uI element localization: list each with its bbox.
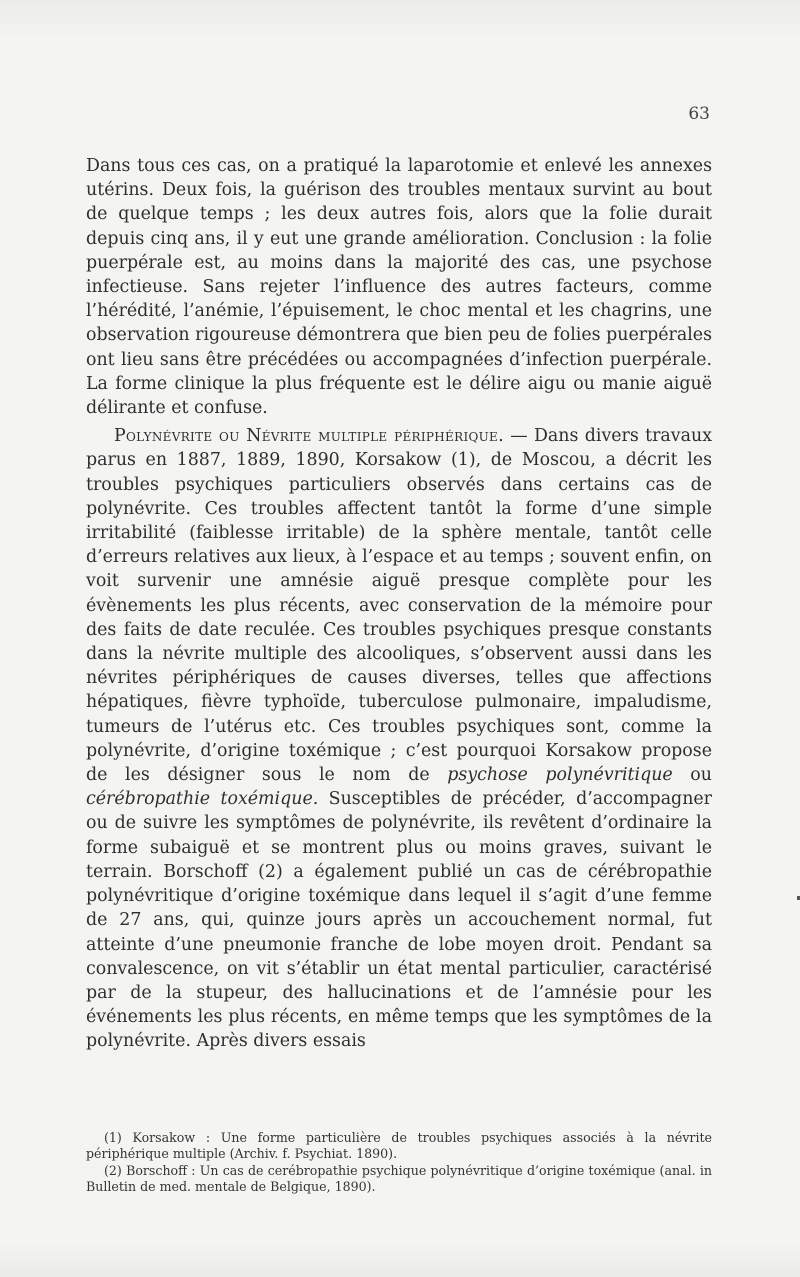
paragraph-2-text-c: Susceptibles de précéder, d’accompagner ou de suivre les symptômes de polynévrite, ils revêtent d’ordinaire la forme subaiguë et se montrent plus ou moins graves, suivant le terrain. Borschoff (2) a également publié un cas de cérébropathie polynévritique d’origine toxémique dans lequel il s’agit d’une femme de 27 ans, qui, quinze jours après un accouchement normal, fut atteinte d’une pneumonie franche de lobe moyen droit. Pendant sa convalescence, on vit s’établir un état mental particulier, caractérisé par de la stupeur, des hallucinations et de l’amnésie pour les événements les plus récents, en même temps que les symptômes de la polynévrite. Après divers essais — [86, 789, 712, 1052]
italic-term-cerebropathie: cérébropathie toxémique. — [86, 789, 319, 810]
paragraph-2-text-b: ou — [672, 765, 712, 786]
footnote-1: (1) Korsakow : Une forme particulière de troubles psychiques associés à la névrite périphérique multiple (Archiv. f. Psychiat. 1890). — [86, 1130, 712, 1162]
paragraph-2-text-a: — Dans divers travaux parus en 1887, 1889, 1890, Korsakow (1), de Moscou, a décrit les troubles psychiques particuliers observés dans certains cas de polynévrite. Ces troubles affectent tantôt la forme d’une simple irritabilité (faiblesse irritable) de la sphère mentale, tantôt celle d’erreurs relatives aux lieux, à l’espace et au temps ; souvent enfin, on voit survenir une amnésie aiguë presque complète pour les évènements les plus récents, avec conservation de la mémoire pour des faits de date reculée. Ces troubles psychiques presque constants dans la névrite multiple des alcooliques, s’observent aussi dans les névrites périphériques de causes diverses, telles que affections hépatiques, fièvre typhoïde, tuberculose pulmonaire, impaludisme, tumeurs de l’utérus etc. Ces troubles psychiques sont, comme la polynévrite, d’origine toxémique ; c’est pourquoi Korsakow propose de les désigner sous le nom de — [86, 426, 712, 786]
footnotes — [86, 1130, 712, 1196]
paragraph-1: Dans tous ces cas, on a pratiqué la laparotomie et enlevé les annexes utérins. Deux fois, la guérison des troubles mentaux survint au bout de quelque temps ; les deux autres fois, alors que la folie durait depuis cinq ans, il y eut une grande amélioration. Conclusion : la folie puerpérale est, au moins dans la majorité des cas, une psychose infectieuse. Sans rejeter l’influence des autres facteurs, comme l’hérédité, l’anémie, l’épuisement, le choc mental et les chagrins, une observation rigoureuse démontrera que bien peu de folies puerpérales ont lieu sans être précédées ou accompagnées d’infection puerpérale. La forme clinique la plus fréquente est le délire aigu ou manie aiguë délirante et confuse. — [86, 156, 712, 419]
main-text — [86, 154, 712, 1054]
italic-term-psychose: psychose polynévritique — [447, 765, 673, 786]
footnote-2: (2) Borschoff : Un cas de cerébropathie psychique polynévritique d’origine toxémique (anal. in Bulletin de med. mentale de Belgique, 1890). — [86, 1162, 712, 1195]
section-heading: Polynévrite ou Névrite multiple périphérique. — [114, 426, 504, 447]
page-number: 63 — [688, 104, 710, 124]
paragraph-2 — [86, 424, 712, 1053]
